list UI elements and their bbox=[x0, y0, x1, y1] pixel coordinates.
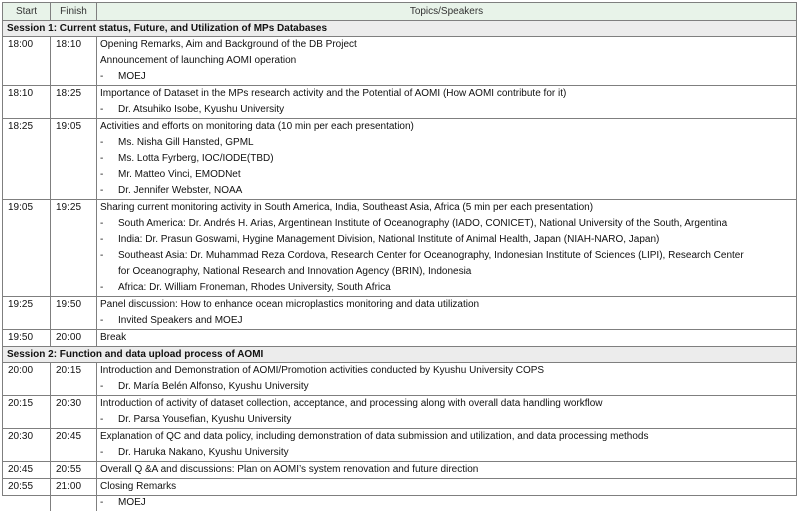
topic-cell bbox=[97, 86, 796, 118]
header-topics: Topics/Speakers bbox=[409, 6, 484, 17]
agenda-table bbox=[2, 2, 797, 508]
finish-time: 20:45 bbox=[56, 431, 82, 442]
start-time-cell bbox=[3, 119, 51, 199]
topic-text: Introduction of activity of dataset collection, acceptance, and processing along with overall data handling workflow bbox=[100, 398, 603, 409]
finish-time-cell bbox=[51, 479, 97, 511]
bullet-dash: - bbox=[100, 282, 104, 293]
start-time-cell bbox=[3, 297, 51, 329]
finish-time: 19:50 bbox=[56, 299, 82, 310]
topic-cell bbox=[97, 479, 796, 511]
table-row bbox=[3, 329, 796, 346]
topic-text: Closing Remarks bbox=[100, 481, 177, 492]
bullet-dash: - bbox=[100, 153, 104, 164]
start-time: 20:00 bbox=[8, 365, 34, 376]
header-finish: Finish bbox=[51, 3, 97, 20]
topic-cell bbox=[97, 330, 796, 346]
bullet-dash: - bbox=[100, 381, 104, 392]
table-row bbox=[3, 36, 796, 85]
finish-time-cell bbox=[51, 119, 97, 199]
start-time: 20:30 bbox=[8, 431, 34, 442]
speaker-text: Invited Speakers and MOEJ bbox=[118, 315, 243, 326]
finish-time-cell bbox=[51, 462, 97, 478]
finish-time-cell bbox=[51, 429, 97, 461]
bullet-dash: - bbox=[100, 104, 104, 115]
table-header bbox=[3, 3, 796, 20]
bullet-dash: - bbox=[100, 447, 104, 458]
speaker-item bbox=[100, 102, 793, 118]
bullet-dash bbox=[100, 264, 118, 280]
bullet-dash: - bbox=[100, 414, 104, 425]
topic-text: Introduction and Demonstration of AOMI/Promotion activities conducted by Kyushu University COPS bbox=[100, 365, 545, 376]
start-time-cell bbox=[3, 429, 51, 461]
finish-time: 18:25 bbox=[56, 88, 82, 99]
table-row bbox=[3, 461, 796, 478]
start-time: 18:25 bbox=[8, 121, 34, 132]
speaker-item bbox=[100, 379, 793, 395]
bullet-dash: - bbox=[100, 250, 104, 261]
topic-cell bbox=[97, 396, 796, 428]
start-time-cell bbox=[3, 37, 51, 85]
finish-time: 20:55 bbox=[56, 464, 82, 475]
start-time: 20:55 bbox=[8, 481, 34, 492]
speaker-item bbox=[100, 248, 793, 264]
start-time: 18:10 bbox=[8, 88, 34, 99]
finish-time: 20:00 bbox=[56, 332, 82, 343]
speaker-item bbox=[100, 280, 793, 296]
finish-time-cell bbox=[51, 330, 97, 346]
topic-cell bbox=[97, 429, 796, 461]
finish-time: 19:25 bbox=[56, 202, 82, 213]
speaker-item bbox=[100, 445, 793, 461]
table-row bbox=[3, 395, 796, 428]
table-row bbox=[3, 428, 796, 461]
session-title: Session 2: Function and data upload process of AOMI bbox=[7, 349, 264, 360]
session-header bbox=[3, 346, 796, 362]
start-time-cell bbox=[3, 363, 51, 395]
finish-time-cell bbox=[51, 363, 97, 395]
bullet-dash: - bbox=[100, 185, 104, 196]
bullet-dash: - bbox=[100, 169, 104, 180]
finish-time-cell bbox=[51, 86, 97, 118]
speaker-item bbox=[100, 495, 793, 511]
bullet-dash: - bbox=[100, 137, 104, 148]
finish-time: 18:10 bbox=[56, 39, 82, 50]
start-time-cell bbox=[3, 330, 51, 346]
topic-text: Overall Q &A and discussions: Plan on AOMI’s system renovation and future direction bbox=[100, 464, 479, 475]
finish-time: 19:05 bbox=[56, 121, 82, 132]
table-row bbox=[3, 362, 796, 395]
speaker-item bbox=[100, 183, 793, 199]
start-time: 19:05 bbox=[8, 202, 34, 213]
topic-text: Sharing current monitoring activity in South America, India, Southeast Asia, Africa (5 min per each presentation) bbox=[100, 202, 594, 213]
speaker-item bbox=[100, 264, 793, 280]
finish-time-cell bbox=[51, 200, 97, 296]
speaker-text: Dr. Atsuhiko Isobe, Kyushu University bbox=[118, 104, 285, 115]
speaker-text: Ms. Nisha Gill Hansted, GPML bbox=[118, 137, 254, 148]
finish-time: 21:00 bbox=[56, 481, 82, 492]
speaker-text: Africa: Dr. William Froneman, Rhodes University, South Africa bbox=[118, 282, 391, 293]
bullet-dash: - bbox=[100, 315, 104, 326]
bullet-dash: - bbox=[100, 71, 104, 82]
finish-time-cell bbox=[51, 37, 97, 85]
speaker-text: Ms. Lotta Fyrberg, IOC/IODE(TBD) bbox=[118, 153, 274, 164]
speaker-item bbox=[100, 69, 793, 85]
speaker-text: MOEJ bbox=[118, 71, 146, 82]
session-title: Session 1: Current status, Future, and Utilization of MPs Databases bbox=[7, 23, 328, 34]
speaker-text: Dr. Parsa Yousefian, Kyushu University bbox=[118, 414, 292, 425]
topic-cell bbox=[97, 200, 796, 296]
topic-cell bbox=[97, 297, 796, 329]
speaker-text: India: Dr. Prasun Goswami, Hygine Management Division, National Institute of Animal Health, Japan (NIAH-NARO, Japan) bbox=[118, 234, 660, 245]
start-time: 20:15 bbox=[8, 398, 34, 409]
start-time: 20:45 bbox=[8, 464, 34, 475]
topic-text: Explanation of QC and data policy, including demonstration of data submission and utilization, and data processing methods bbox=[100, 431, 649, 442]
start-time-cell bbox=[3, 479, 51, 511]
header-start: Start bbox=[3, 3, 51, 20]
finish-time-cell bbox=[51, 396, 97, 428]
start-time-cell bbox=[3, 200, 51, 296]
finish-time: 20:15 bbox=[56, 365, 82, 376]
start-time-cell bbox=[3, 462, 51, 478]
topic-text: Importance of Dataset in the MPs research activity and the Potential of AOMI (How AOMI contribute for it) bbox=[100, 88, 567, 99]
topic-cell bbox=[97, 37, 796, 85]
speaker-item bbox=[100, 151, 793, 167]
table-row bbox=[3, 478, 796, 511]
table-body bbox=[3, 20, 796, 511]
topic-text: Break bbox=[100, 332, 127, 343]
topic-text: Opening Remarks, Aim and Background of the DB Project bbox=[100, 39, 357, 50]
table-row bbox=[3, 199, 796, 296]
speaker-text: South America: Dr. Andrés H. Arias, Argentinean Institute of Oceanography (IADO, CONICET), National University of the South, Argentina bbox=[118, 218, 728, 229]
speaker-text: Dr. Jennifer Webster, NOAA bbox=[118, 185, 243, 196]
speaker-text: Dr. Haruka Nakano, Kyushu University bbox=[118, 447, 289, 458]
bullet-dash: - bbox=[100, 218, 104, 229]
topic-cell bbox=[97, 119, 796, 199]
speaker-item bbox=[100, 412, 793, 428]
speaker-text: for Oceanography, National Research and Innovation Agency (BRIN), Indonesia bbox=[118, 266, 472, 277]
start-time: 19:50 bbox=[8, 332, 34, 343]
topic-cell bbox=[97, 462, 796, 478]
speaker-item bbox=[100, 313, 793, 329]
speaker-text: Southeast Asia: Dr. Muhammad Reza Cordova, Research Center for Oceanography, Indonesian Institute of Sciences (LIPI), Research Center bbox=[118, 250, 744, 261]
speaker-item bbox=[100, 135, 793, 151]
topic-cell bbox=[97, 363, 796, 395]
bullet-dash: - bbox=[100, 497, 104, 508]
start-time-cell bbox=[3, 86, 51, 118]
topic-text: Panel discussion: How to enhance ocean microplastics monitoring and data utilization bbox=[100, 299, 480, 310]
speaker-text: MOEJ bbox=[118, 497, 146, 508]
speaker-text: Dr. María Belén Alfonso, Kyushu University bbox=[118, 381, 309, 392]
speaker-text: Mr. Matteo Vinci, EMODNet bbox=[118, 169, 241, 180]
speaker-item bbox=[100, 216, 793, 232]
start-time: 18:00 bbox=[8, 39, 34, 50]
topic-text: Announcement of launching AOMI operation bbox=[100, 55, 297, 66]
table-row bbox=[3, 296, 796, 329]
topic-text: Activities and efforts on monitoring data (10 min per each presentation) bbox=[100, 121, 414, 132]
session-header bbox=[3, 20, 796, 36]
start-time-cell bbox=[3, 396, 51, 428]
finish-time: 20:30 bbox=[56, 398, 82, 409]
bullet-dash: - bbox=[100, 234, 104, 245]
finish-time-cell bbox=[51, 297, 97, 329]
speaker-item bbox=[100, 232, 793, 248]
table-row bbox=[3, 118, 796, 199]
speaker-item bbox=[100, 167, 793, 183]
table-row bbox=[3, 85, 796, 118]
start-time: 19:25 bbox=[8, 299, 34, 310]
